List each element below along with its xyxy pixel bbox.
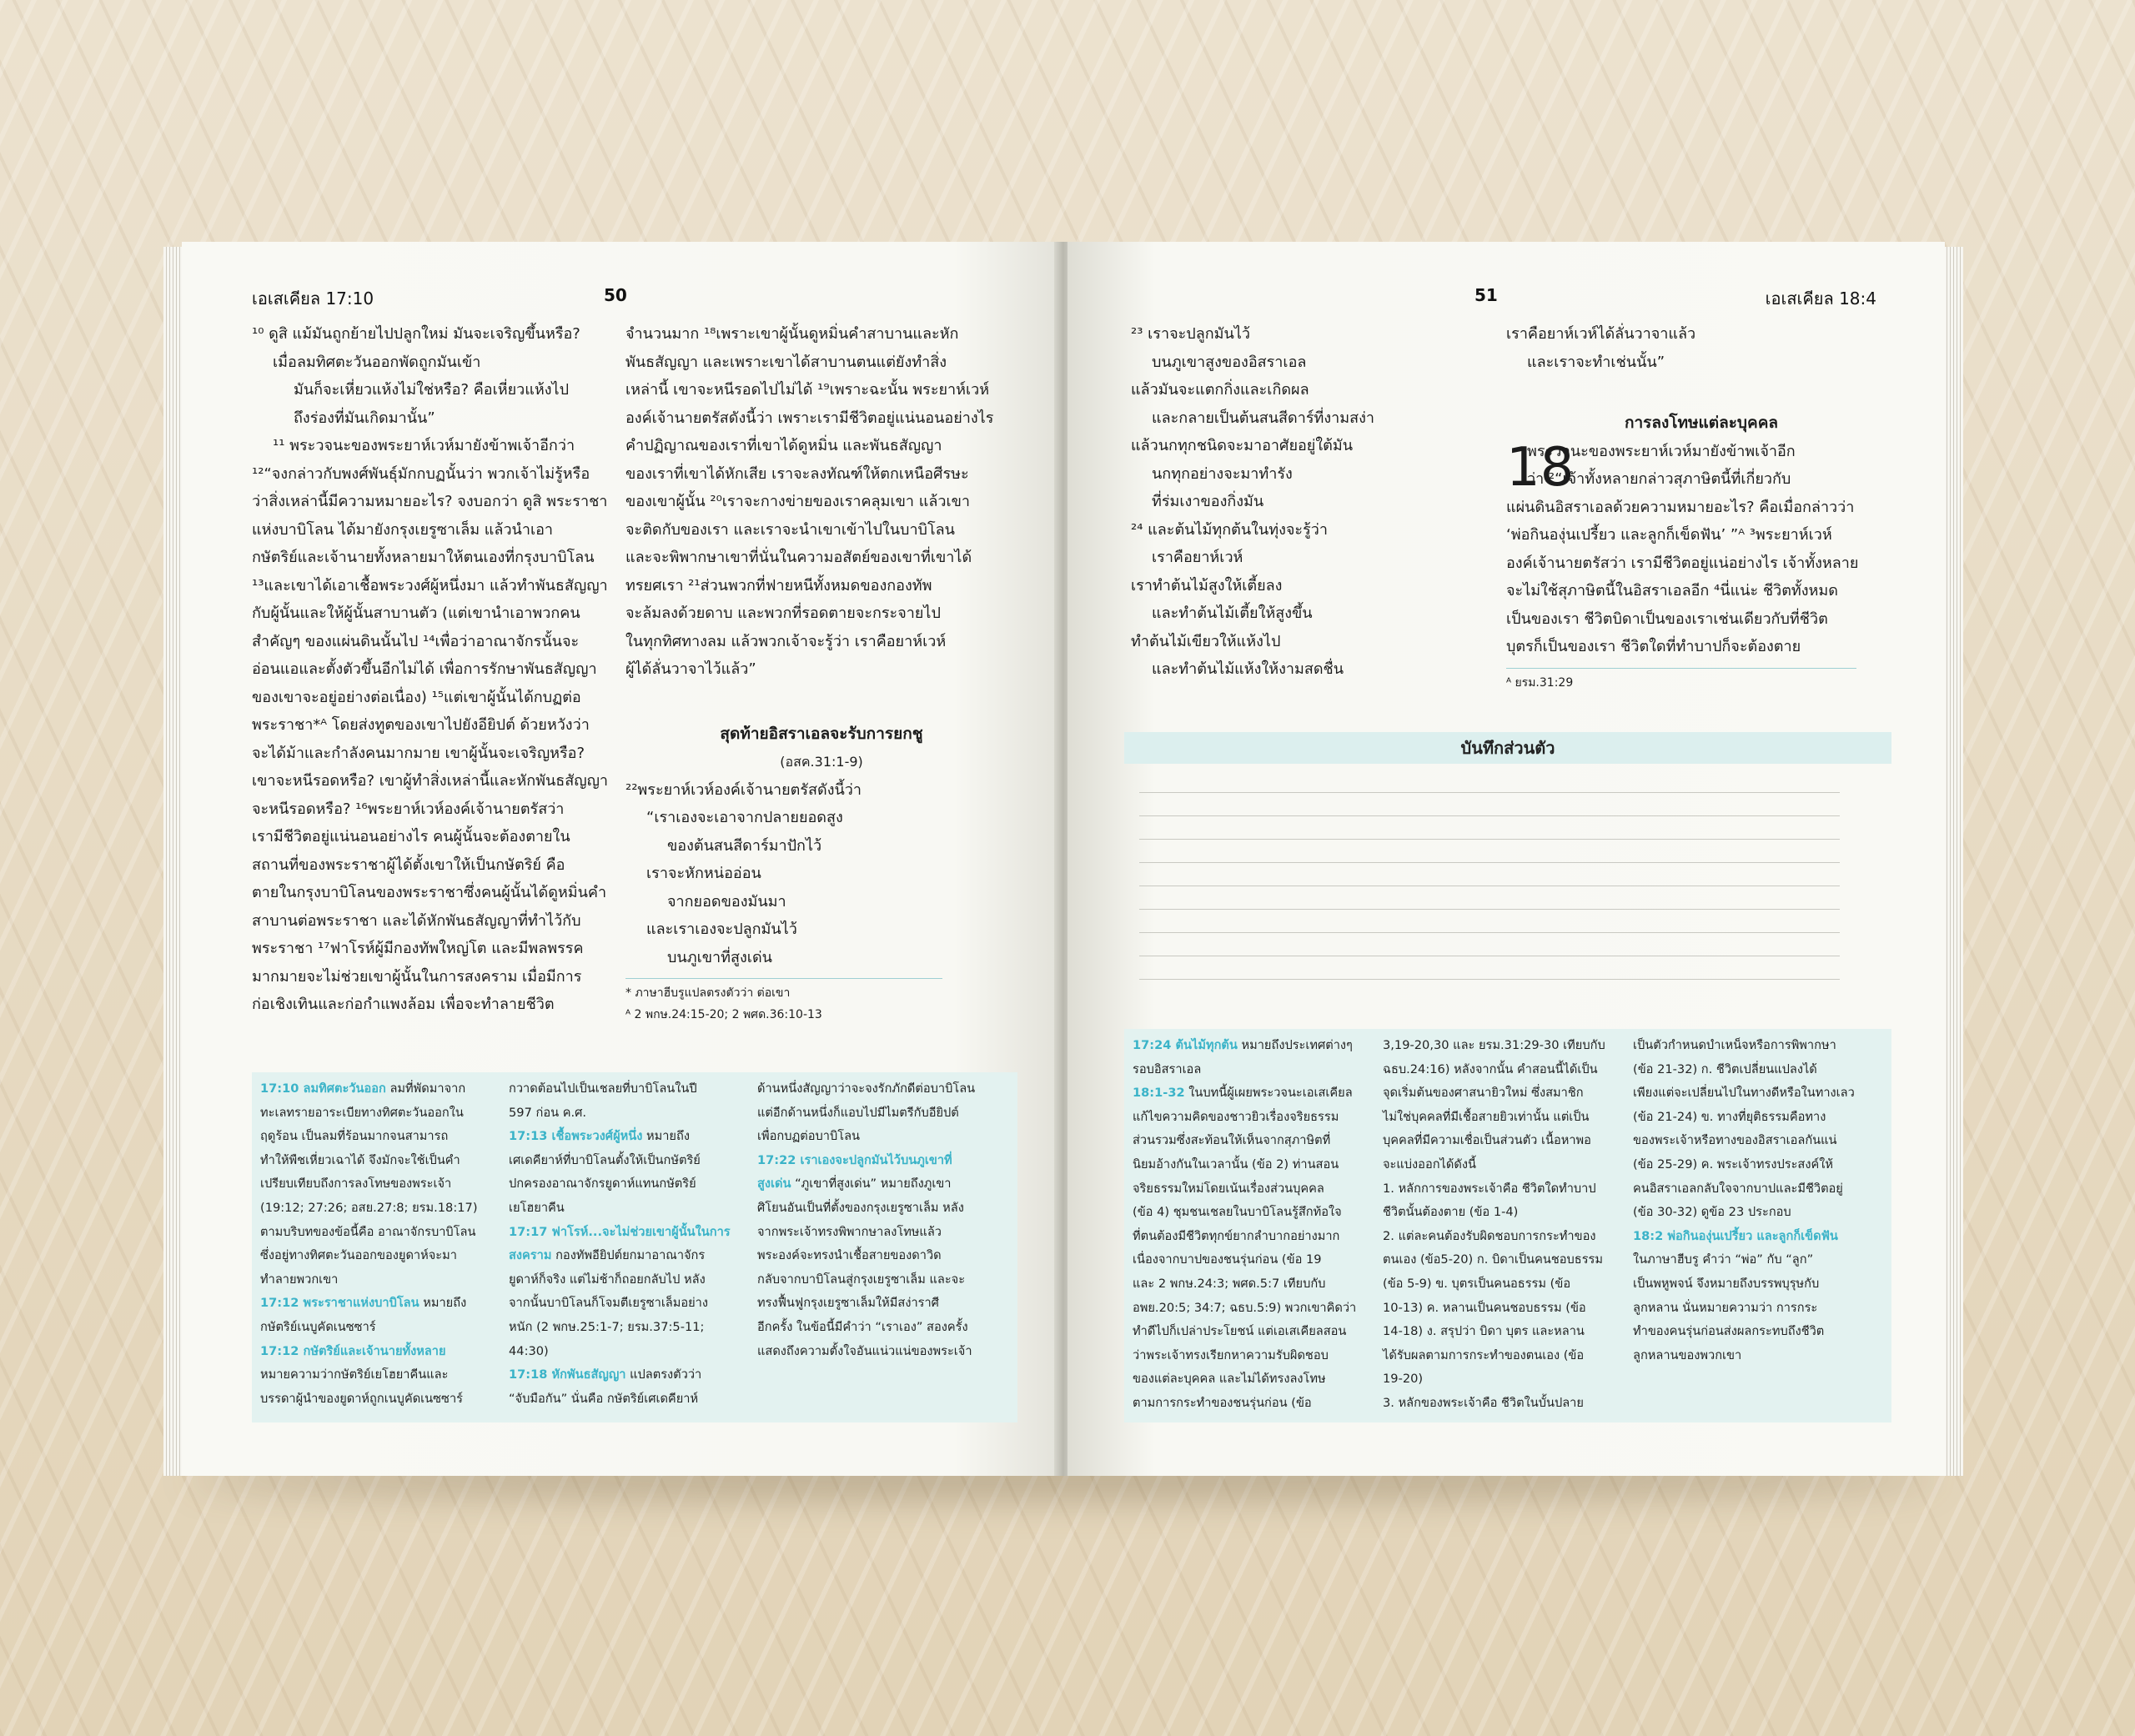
page-number-left: 50 [604,285,627,305]
commentary-line [509,1316,749,1340]
commentary-line [757,1101,997,1126]
commentary-line [1383,1248,1625,1272]
verse-line: องค์เจ้านายตรัสว่า เรามีชีวิตอยู่แน่อย่างไร เจ้าทั้งหลาย [1506,554,1859,572]
commentary-column [1633,1034,1875,1367]
commentary-line [509,1363,749,1387]
verse-line: ว่าสิ่งเหล่านี้มีความหมายอะไร? จงบอกว่า ดูสิ พระราชา [252,493,608,510]
commentary-text: แสดงถึงความตั้งใจอันแน่วแน่ของพระเจ้า [757,1343,972,1358]
commentary-line [509,1149,749,1173]
commentary-text: “จับมือกัน” นั่นคือ กษัตริย์เศเดคียาห์ [509,1391,699,1406]
commentary-line [1633,1081,1875,1106]
commentary-line [757,1197,997,1221]
commentary-line [509,1340,749,1364]
commentary-line [757,1268,997,1292]
commentary-text: ในภาษาฮีบรู คำว่า “พ่อ” กับ “ลูก” [1633,1252,1814,1267]
page-number-right: 51 [1474,285,1498,305]
verse-line: องค์เจ้านายตรัสดังนี้ว่า เพราะเรามีชีวิตอยู่แน่นอนอย่างไร [625,409,994,427]
commentary-line [1633,1272,1875,1297]
verse-line: ของเขาจะอยู่อย่างต่อเนื่อง) ¹⁵แต่เขาผู้นั้นได้กบฏต่อ [252,688,581,706]
commentary-text: ของแต่ละบุคคล และไม่ได้ทรงลงโทษ [1133,1372,1326,1387]
commentary-line [260,1340,500,1364]
chapter-start [1506,438,1896,661]
verse-line: ว่า ²“เจ้าทั้งหลายกล่าวสุภาษิตนี้ที่เกี่ยวกับ [1527,470,1791,488]
commentary-line [1633,1225,1875,1249]
commentary-line [509,1268,749,1292]
commentary-text: 19-20) [1383,1372,1424,1387]
commentary-text: ทรงฟื้นฟูกรุงเยรูซาเล็มให้มีสง่าราศี [757,1296,939,1311]
commentary-reference: 18:2 พ่อกินองุ่นเปรี้ยว และลูกก็เข็ดฟัน [1633,1228,1838,1243]
commentary-text: 14-18) ง. สรุปว่า บิดา บุตร และหลาน [1383,1324,1585,1339]
verse-line: สาบานต่อพระราชา และได้หักพันธสัญญาที่ทำไว้กับ [252,911,581,930]
verse-line: ของเขาผู้นั้น ²⁰เราจะกางข่ายของเราคลุมเขา แล้วเขา [625,493,971,510]
footnotes-left [625,982,1017,1026]
commentary-reference: 17:17 ฟาโรห์...จะไม่ช่วยเขาผู้นั้นในการ [509,1224,731,1239]
verse-line: จะหนีรอดหรือ? ¹⁶พระยาห์เวห์องค์เจ้านายตรัสว่า [252,800,565,818]
commentary-text: ตามการกระทำของชนรุ่นก่อน (ข้อ [1133,1395,1312,1410]
commentary-line [1133,1272,1374,1297]
verse-line: เป็นของเรา ชีวิตบิดาเป็นของเราเช่นเดียวกับที่ชีวิต [1506,610,1828,628]
commentary-text: กองทัพอียิปต์ยกมาอาณาจักร [551,1248,706,1263]
commentary-text: เพื่อกบฏต่อบาบิโลน [757,1129,860,1144]
poem-line: เราคือยาห์เวห์ได้ลั่นวาจาแล้ว [1506,325,1696,343]
ruled-line [1139,979,1840,980]
commentary-line [1383,1392,1625,1416]
commentary-text: (ข้อ 25-29) ค. พระเจ้าทรงประสงค์ให้ [1633,1156,1833,1172]
poem-line: เราทำต้นไม้สูงให้เตี้ยลง [1131,576,1283,595]
commentary-reference: 17:24 ต้นไม้ทุกต้น [1133,1038,1238,1052]
commentary-line [757,1244,997,1268]
commentary-reference: 17:10 ลมทิศตะวันออก [260,1081,386,1096]
commentary-text: ทำลายพวกเขา [260,1272,339,1287]
verse-line: จะได้ม้าและกำลังคนมากมาย เขาผู้นั้นจะเจริญหรือ? [252,744,585,762]
ruled-line [1139,909,1840,910]
right-text-column-2 [1506,320,1896,694]
commentary-line [260,1125,500,1149]
verse-line: สำคัญๆ ของแผ่นดินนั้นไป ¹⁴เพื่อว่าอาณาจักรนั้นจะ [252,632,580,650]
commentary-line [260,1316,500,1340]
verse-line: ¹³และเขาได้เอาเชื้อพระวงศ์ผู้หนึ่งมา แล้วทำพันธสัญญา [252,576,608,595]
commentary-line [1633,1297,1875,1321]
left-page [182,242,1059,1476]
commentary-line [757,1172,997,1197]
commentary-text: กษัตริย์เนบูคัดเนซซาร์ [260,1319,376,1334]
poem-line: และกลายเป็นต้นสนสีดาร์ที่งามสง่า [1152,409,1375,427]
commentary-text: “ภูเขาที่สูงเด่น” หมายถึงภูเขา [791,1177,952,1192]
commentary-line [1633,1106,1875,1130]
commentary-line [1133,1320,1374,1344]
commentary-line [260,1149,500,1173]
commentary-line [1133,1153,1374,1177]
commentary-line [509,1387,749,1412]
commentary-line [1633,1201,1875,1225]
commentary-text: แปลตรงตัวว่า [625,1367,702,1382]
left-column-2-prose [625,320,1017,684]
commentary-line [509,1077,749,1101]
commentary-line [1633,1344,1875,1368]
commentary-text: จะแบ่งออกได้ดังนี้ [1383,1156,1476,1172]
commentary-text: ลูกหลานของพวกเขา [1633,1347,1742,1362]
commentary-text: (19:12; 27:26; อสย.27:8; ยรม.18:17) [260,1200,478,1215]
poem-verses [625,776,1017,972]
right-text-column-1 [1131,320,1498,684]
poem-line: ²³ เราจะปลูกมันไว้ [1131,325,1250,343]
commentary-text: คนอิสราเอลกลับใจจากบาปและมีชีวิตอยู่ [1633,1181,1843,1196]
commentary-line [1383,1058,1625,1082]
commentary-line [757,1340,997,1364]
verse-line: เรามีชีวิตอยู่แน่นอนอย่างไร คนผู้นั้นจะต้องตายใน [252,828,570,845]
poem-line: และเราจะทำเช่นนั้น” [1527,353,1665,371]
verse-line: เขาจะหนีรอดหรือ? เขาผู้ทำสิ่งเหล่านี้และหักพันธสัญญา [252,772,609,790]
commentary-text: ของพระเจ้าหรือทางของอิสราเอลกันแน่ [1633,1133,1837,1148]
verse-line: แผ่นดินอิสราเอลด้วยความหมายอะไร? คือเมื่อกล่าวว่า [1506,498,1855,516]
commentary-text: ลูกหลาน นั่นหมายความว่า การกระ [1633,1300,1818,1315]
commentary-reference: 17:13 เชื้อพระวงศ์ผู้หนึ่ง [509,1129,643,1144]
commentary-line [1133,1081,1374,1106]
footnote-right: ᴬ ยรม.31:29 [1506,675,1574,690]
commentary-line [509,1244,749,1268]
commentary-line [757,1292,997,1316]
commentary-line [260,1268,500,1292]
footnote: ᴬ 2 พกษ.24:15-20; 2 พศด.36:10-13 [625,1008,822,1021]
commentary-text: จุดเริ่มต้นของศาสนายิวใหม่ ซึ่งสมาชิก [1383,1086,1584,1101]
commentary-line [757,1149,997,1173]
commentary-line [757,1125,997,1149]
commentary-text: 10-13) ค. หลานเป็นคนชอบธรรม (ข้อ [1383,1300,1586,1315]
commentary-line [1633,1248,1875,1272]
commentary-line [757,1316,997,1340]
poem-line: บนภูเขาสูงของอิสราเอล [1152,353,1307,371]
commentary-text: ยูดาห์ก็จริง แต่ไม่ช้าก็ถอยกลับไป หลัง [509,1272,706,1287]
verse-line: พระวจนะของพระยาห์เวห์มายังข้าพเจ้าอีก [1527,442,1796,460]
poem-line: แล้วมันจะแตกกิ่งและเกิดผล [1131,381,1309,399]
commentary-text: ทำให้พืชเหี่ยวเฉาได้ จึงมักจะใช้เป็นคำ [260,1152,460,1167]
commentary-text: ลมที่พัดมาจาก [385,1081,466,1096]
commentary-line [1133,1248,1374,1272]
commentary-text: หมายถึงประเทศต่างๆ [1237,1038,1353,1052]
commentary-text: ทะเลทรายอาระเบียทางทิศตะวันออกใน [260,1105,464,1120]
commentary-line [260,1244,500,1268]
commentary-line [1633,1034,1875,1058]
commentary-text: ในบทนี้ผู้เผยพระวจนะเอเสเคียล [1184,1086,1353,1101]
commentary-line [1383,1201,1625,1225]
poem-line: ²²พระยาห์เวห์องค์เจ้านายตรัสดังนี้ว่า [625,780,862,799]
poem-line: และเราเองจะปลูกมันไว้ [646,921,797,938]
commentary-text: 44:30) [509,1343,549,1358]
verse-line: ¹²“จงกล่าวกับพงศ์พันธุ์มักกบฏนั้นว่า พวกเจ้าไม่รู้หรือ [252,464,590,483]
commentary-reference: สงคราม [509,1248,552,1263]
running-header-right: เอเสเคียล 18:4 [1765,288,1876,309]
commentary-line [260,1101,500,1126]
commentary-text: ที่ตนต้องมีชีวิตทุกข์ยากลำบากอย่างมาก [1133,1228,1340,1243]
commentary-line [757,1077,997,1101]
ruled-line [1139,839,1840,840]
commentary-text: 2. แต่ละคนต้องรับผิดชอบการกระทำของ [1383,1228,1596,1243]
commentary-line [1383,1297,1625,1321]
commentary-line [1383,1225,1625,1249]
commentary-text: กลับจากบาบิโลนสู่กรุงเยรูซาเล็ม และจะ [757,1272,966,1287]
commentary-line [260,1172,500,1197]
commentary-line [260,1221,500,1245]
commentary-line [1383,1320,1625,1344]
commentary-line [1133,1201,1374,1225]
commentary-line [1133,1297,1374,1321]
verse-line: จะไม่ใช้สุภาษิตนี้ในอิสราเอลอีก ⁴นี่แน่ะ ชีวิตทั้งหมด [1506,582,1838,600]
commentary-line [1633,1153,1875,1177]
commentary-line [1383,1367,1625,1392]
verse-line: เหล่านี้ เขาจะหนีรอดไปไม่ได้ ¹⁹เพราะฉะนั้น พระยาห์เวห์ [625,381,990,399]
ruled-line [1139,862,1840,863]
verse-line: ¹⁰ ดูสิ แม้มันถูกย้ายไปปลูกใหม่ มันจะเจริญขึ้นหรือ? [252,325,580,343]
commentary-text: หมายถึง [642,1129,690,1144]
commentary-line [1133,1058,1374,1082]
chapter-number: 18 [1506,436,1575,499]
verse-line: พระราชา ¹⁷ฟาโรห์ผู้มีกองทัพใหญ่โต และมีพลพรรค [252,940,584,957]
poem-line: และทำต้นไม้แห้งให้งามสดชื่น [1152,660,1344,678]
commentary-text: (ข้อ 30-32) ดูข้อ 23 ประกอบ [1633,1205,1791,1220]
verse-line: ‘พ่อกินองุ่นเปรี้ยว และลูกก็เข็ดฟัน’ ”ᴬ ³พระยาห์เวห์ [1506,526,1832,544]
commentary-reference: 18:1-32 [1133,1086,1185,1101]
commentary-text: เพียงแต่จะเปลี่ยนไปในทางดีหรือในทางเลว [1633,1086,1855,1101]
footnote-rule [625,978,942,979]
verse-line: กษัตริย์และเจ้านายทั้งหลายมาให้ตนเองที่กรุงบาบิโลน [252,549,595,566]
commentary-line [1633,1320,1875,1344]
commentary-text: กวาดต้อนไปเป็นเชลยที่บาบิโลนในปี [509,1081,697,1096]
commentary-line [260,1292,500,1316]
commentary-text: ปกครองอาณาจักรยูดาห์แทนกษัตริย์ [509,1177,696,1192]
verse-line: ถึงร่องที่มันเกิดมานั้น” [294,409,435,427]
commentary-text: อีกครั้ง ในข้อนี้มีคำว่า “เราเอง” สองครั้ง [757,1319,968,1334]
commentary-text: ซึ่งอยู่ทางทิศตะวันออกของยูดาห์จะมา [260,1248,457,1263]
commentary-reference: 17:12 กษัตริย์และเจ้านายทั้งหลาย [260,1343,446,1358]
commentary-line [509,1197,749,1221]
commentary-line [1383,1153,1625,1177]
commentary-text: จริยธรรมใหม่โดยเน้นเรื่องส่วนบุคคล [1133,1181,1324,1196]
verse-line: จำนวนมาก ¹⁸เพราะเขาผู้นั้นดูหมิ่นคำสาบานและหัก [625,325,959,343]
commentary-reference: 17:12 พระราชาแห่งบาบิโลน [260,1296,419,1311]
verse-line: ¹¹ พระวจนะของพระยาห์เวห์มายังข้าพเจ้าอีกว่า [273,437,575,454]
poem-line: ทำต้นไม้เขียวให้แห้งไป [1131,632,1281,650]
poem-line: ที่ร่มเงาของกิ่งมัน [1152,493,1264,510]
commentary-line [509,1172,749,1197]
commentary-reference: 17:18 หักพันธสัญญา [509,1367,626,1382]
commentary-text: ทำดีไปก็เปล่าประโยชน์ แต่เอเสเคียลสอน [1133,1324,1347,1339]
left-text-column-1 [252,320,619,1019]
section-title-right: การลงโทษแต่ละบุคคล [1624,414,1779,432]
commentary-text: ศิโยนอันเป็นที่ตั้งของกรุงเยรูซาเล็ม หลัง [757,1200,964,1215]
poem-line: บนภูเขาที่สูงเด่น [667,948,772,966]
footnote: * ภาษาฮีบรูแปลตรงตัวว่า ต่อเขา [625,986,791,1000]
commentary-line [260,1363,500,1387]
commentary-text: ด้านหนึ่งสัญญาว่าจะจงรักภักดีต่อบาบิโลน [757,1081,976,1096]
commentary-text: 597 ก่อน ค.ศ. [509,1105,587,1120]
commentary-text: หมายถึง [419,1296,467,1311]
commentary-text: 3,19-20,30 และ ยรม.31:29-30 เทียบกับ [1383,1038,1605,1052]
poem-line: เราคือยาห์เวห์ [1152,549,1243,566]
verse-line: ทรยศเรา ²¹ส่วนพวกที่ฟายหนีทั้งหมดของกองทัพ [625,576,932,595]
poem-line: “เราเองจะเอาจากปลายยอดสูง [646,809,843,826]
verse-line: และจะพิพากษาเขาที่นั่นในความอสัตย์ของเขาที่เขาได้ [625,549,972,566]
commentary-text: จากนั้นบาบิโลนก็โจมตีเยรูซาเล็มอย่าง [509,1296,709,1311]
commentary-line [1383,1177,1625,1202]
verse-line: ผู้ได้ลั่นวาจาไว้แล้ว” [625,660,756,678]
poem-line: จากยอดของมันมา [667,892,786,911]
commentary-text: เป็นพหูพจน์ จึงหมายถึงบรรพบุรุษกับ [1633,1276,1820,1291]
commentary-text: (ข้อ 4) ชุมชนเชลยในบาบิโลนรู้สึกท้อใจ [1133,1205,1342,1220]
commentary-text: หนัก (2 พกษ.25:1-7; ยรม.37:5-11; [509,1319,705,1334]
commentary-text: และ 2 พกษ.24:3; พศด.5:7 เทียบกับ [1133,1276,1326,1291]
commentary-text: ทำของคนรุ่นก่อนส่งผลกระทบถึงชีวิต [1633,1324,1825,1339]
commentary-line [509,1292,749,1316]
commentary-line [757,1221,997,1245]
right-column-2-verses [1506,320,1896,376]
commentary-text: เนื่องจากบาปของชนรุ่นก่อน (ข้อ 19 [1133,1252,1322,1267]
verse-line: จะติดกับของเรา และเราจะนำเขาเข้าไปในบาบิโลน [625,520,955,539]
commentary-line [509,1101,749,1126]
commentary-line [509,1221,749,1245]
commentary-text: จากพระเจ้าทรงพิพากษาลงโทษแล้ว [757,1224,942,1239]
verse-line: กับผู้นั้นและให้ผู้นั้นสาบานตัว (แต่เขานำเอาพวกคน [252,605,580,622]
commentary-line [1383,1344,1625,1368]
commentary-text: อพย.20:5; 34:7; ฉธบ.5:9) พวกเขาคิดว่า [1133,1300,1357,1315]
commentary-text: นิยมอ้างกันในเวลานั้น (ข้อ 2) ท่านสอน [1133,1156,1339,1172]
footnote-rule-right [1506,668,1856,669]
commentary-line [1133,1106,1374,1130]
commentary-text: (ข้อ 21-24) ข. ทางที่ยุติธรรมคือทาง [1633,1109,1826,1124]
commentary-line [1133,1225,1374,1249]
verse-line: คำปฏิญาณของเราที่เขาได้ดูหมิ่น และพันธสัญญา [625,437,942,454]
verse-line: ในทุกทิศทางลม แล้วพวกเจ้าจะรู้ว่า เราคือยาห์เวห์ [625,632,947,650]
commentary-column [260,1077,500,1411]
poem-line: ²⁴ และต้นไม้ทุกต้นในทุ่งจะรู้ว่า [1131,520,1328,539]
verse-line: ตายในกรุงบาบิโลนของพระราชาซึ่งคนผู้นั้นได้ดูหมิ่นคำ [252,884,607,901]
verse-line: ก่อเชิงเทินและก่อกำแพงล้อม เพื่อจะทำลายชีวิต [252,996,555,1013]
section-cross-reference: (อสค.31:1-9) [780,754,863,770]
commentary-reference: สูงเด่น [757,1177,791,1192]
commentary-text: รอบอิสราเอล [1133,1061,1202,1076]
commentary-text: ได้รับผลตามการกระทำของตนเอง (ข้อ [1383,1347,1585,1362]
poem-line: และทำต้นไม้เตี้ยให้สูงขึ้น [1152,605,1313,622]
commentary-text: บุคคลที่มีความเชื่อเป็นส่วนตัว เนื้อหาพอ [1383,1133,1591,1148]
commentary-text: เศเดคียาห์ที่บาบิโลนตั้งให้เป็นกษัตริย์ [509,1152,701,1167]
commentary-text: เยโฮยาคีน [509,1200,565,1215]
verse-line: พันธสัญญา และเพราะเขาได้สาบานตนแต่ยังทำสิ่ง [625,353,947,371]
section-title-left: สุดท้ายอิสราเอลจะรับการยกชู [720,724,923,743]
commentary-column [509,1077,749,1411]
commentary-text: เปรียบเทียบถึงการลงโทษของพระเจ้า [260,1177,452,1192]
commentary-line [1383,1034,1625,1058]
commentary-line [1383,1106,1625,1130]
commentary-column [1383,1034,1625,1416]
commentary-text: ฤดูร้อน เป็นลมที่ร้อนมากจนสามารถ [260,1129,449,1144]
commentary-column [1133,1034,1374,1416]
verse-line: บุตรก็เป็นของเรา ชีวิตใดที่ทำบาปก็จะต้องตาย [1506,638,1801,655]
commentary-line [1633,1129,1875,1153]
left-text-column-2 [625,320,1017,1026]
verse-line: มันก็จะเหี่ยวแห้งไม่ใช่หรือ? คือเหี่ยวแห้งไป [294,381,570,399]
verse-line: มากมายจะไม่ช่วยเขาผู้นั้นในการสงคราม เมื่อมีการ [252,967,582,986]
open-book [163,242,1963,1476]
poem-line: แล้วนกทุกชนิดจะมาอาศัยอยู่ใต้มัน [1131,437,1354,454]
right-page [1068,242,1945,1476]
running-header-left: เอเสเคียล 17:10 [252,288,374,309]
commentary-line [260,1077,500,1101]
commentary-text: ไม่ใช่บุคคลที่มีเชื้อสายยิวเท่านั้น แต่เป็น [1383,1109,1590,1124]
commentary-box-right [1124,1029,1891,1422]
commentary-line [509,1125,749,1149]
commentary-line [1133,1367,1374,1392]
commentary-line [1383,1272,1625,1297]
commentary-text: แต่อีกด้านหนึ่งก็แอบไปมีไมตรีกับอียิปต์ [757,1105,959,1120]
commentary-text: ชีวิตนั้นต้องตาย (ข้อ 1-4) [1383,1205,1519,1220]
verse-line: จะล้มลงด้วยดาบ และพวกที่รอดตายจะกระจายไป [625,605,941,622]
verse-line: แห่งบาบิโลน ได้มายังกรุงเยรูซาเล็ม แล้วนำเอา [252,520,554,539]
commentary-line [1133,1344,1374,1368]
commentary-text: ตามบริบทของข้อนี้คือ อาณาจักรบาบิโลน [260,1224,476,1239]
commentary-reference: 17:22 เราเองจะปลูกมันไว้บนภูเขาที่ [757,1152,952,1167]
ruled-line [1139,815,1840,816]
poem-line: นกทุกอย่างจะมาทำรัง [1152,464,1293,483]
commentary-text: แก้ไขความคิดของชาวยิวเรื่องจริยธรรม [1133,1109,1339,1124]
ruled-line [1139,932,1840,933]
commentary-line [1133,1129,1374,1153]
commentary-text: 1. หลักการของพระเจ้าคือ ชีวิตใดทำบาป [1383,1181,1596,1196]
commentary-line [1133,1034,1374,1058]
commentary-text: หมายความว่ากษัตริย์เยโฮยาคีนและ [260,1367,449,1382]
verse-line: อ่อนแอและตั้งตัวขึ้นอีกไม่ได้ เพื่อการรักษาพันธสัญญา [252,660,597,678]
commentary-text: เป็นตัวกำหนดบำเหน็จหรือการพิพากษา [1633,1038,1836,1052]
commentary-text: ส่วนรวมซึ่งสะท้อนให้เห็นจากสุภาษิตที่ [1133,1133,1331,1148]
commentary-line [1133,1177,1374,1202]
verse-line: สถานที่ของพระราชาผู้ได้ตั้งเขาให้เป็นกษัตริย์ คือ [252,855,565,874]
commentary-box-left [252,1072,1017,1422]
commentary-text: ตนเอง (ข้อ5-20) ก. บิดาเป็นคนชอบธรรม [1383,1252,1604,1267]
ruled-line [1139,792,1840,793]
commentary-text: 3. หลักของพระเจ้าคือ ชีวิตในบั้นปลาย [1383,1395,1584,1410]
commentary-text: ว่าพระเจ้าทรงเรียกหาความรับผิดชอบ [1133,1347,1329,1362]
commentary-line [1383,1129,1625,1153]
commentary-text: (ข้อ 21-32) ก. ชีวิตเปลี่ยนแปลงได้ [1633,1061,1817,1076]
commentary-column [757,1077,997,1363]
commentary-line [1633,1177,1875,1202]
commentary-text: ฉธบ.24:16) หลังจากนั้น คำสอนนี้ได้เป็น [1383,1061,1598,1076]
commentary-line [1133,1392,1374,1416]
verse-line: เมื่อลมทิศตะวันออกพัดถูกมันเข้า [273,353,481,371]
verse-line: พระราชา*ᴬ โดยส่งทูตของเขาไปยังอียิปต์ ด้วยหวังว่า [252,716,590,734]
commentary-text: พระองค์จะทรงนำเชื้อสายของดาวิด [757,1248,942,1263]
commentary-line [1633,1058,1875,1082]
verse-line: ของเราที่เขาได้หักเสีย เราจะลงทัณฑ์ให้ตกเหนือศีรษะ [625,464,969,483]
commentary-text: บรรดาผู้นำของยูดาห์ถูกเนบูคัดเนซซาร์ [260,1391,463,1406]
commentary-text: (ข้อ 5-9) ข. บุตรเป็นคนอธรรม (ข้อ [1383,1276,1571,1291]
commentary-line [1383,1081,1625,1106]
commentary-line [260,1387,500,1412]
commentary-line [260,1197,500,1221]
poem-line: ของต้นสนสีดาร์มาปักไว้ [667,836,822,855]
personal-notes-title: บันทึกส่วนตัว [1124,732,1891,764]
poem-line: เราจะหักหน่ออ่อน [646,865,761,882]
